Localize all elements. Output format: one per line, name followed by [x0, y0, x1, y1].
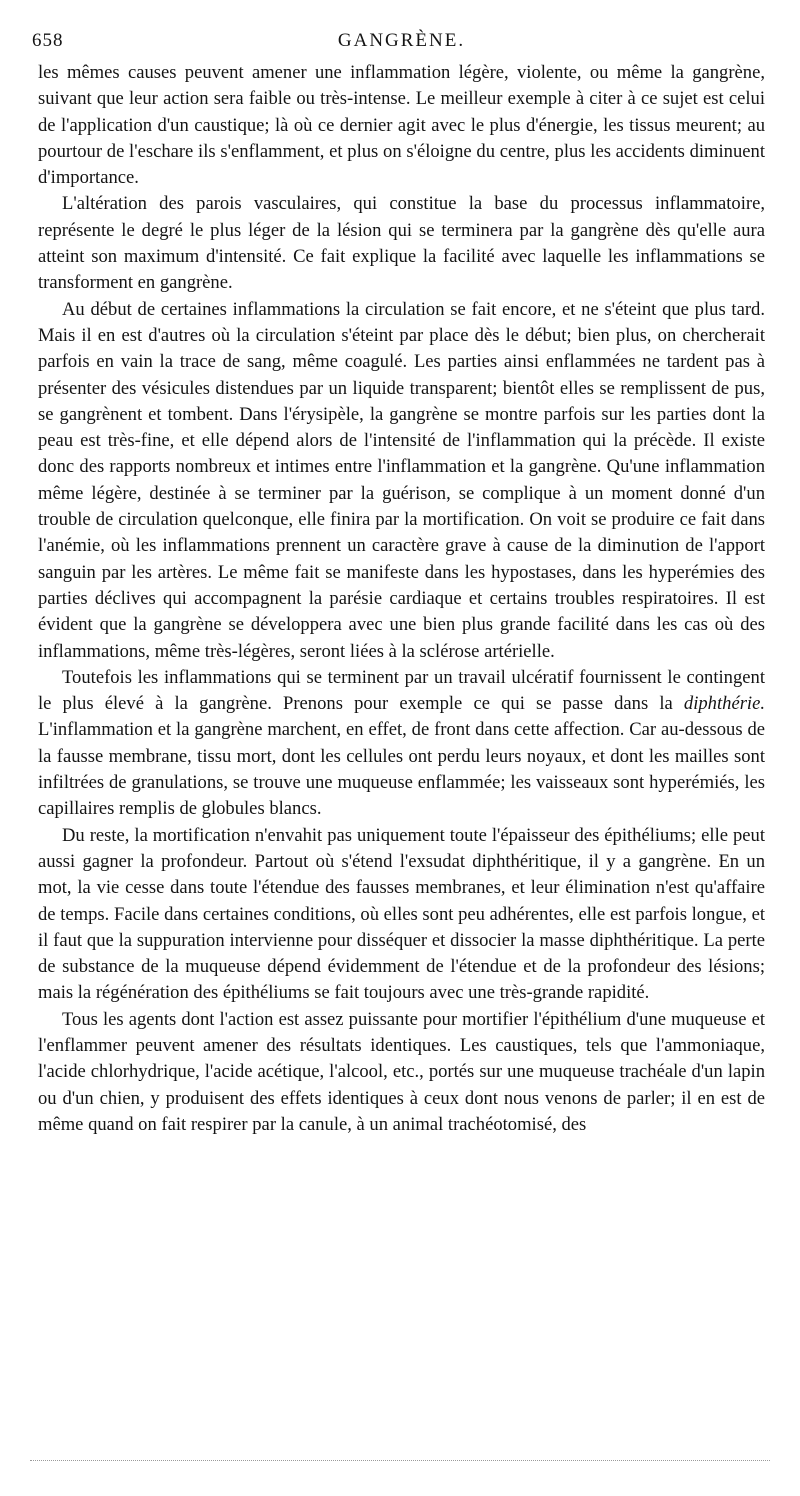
text-run: Au début de certaines inflammations la circulation se fait encore, et ne s'éteint que plus tard. Mais il en est d'autres où la circulation s'éteint par place dès le début; bien plus, on chercherait parfois en vain la trace de sang, même coagulé. Les parties ainsi enflammées ne tardent pas à présenter des vésicules distendues par un liquide transparent; bientôt elles se remplissent de pus, se gangrènent et tombent. Dans l'érysipèle, la gangrène se montre parfois sur les parties dont la peau est très-fine, et elle dépend alors de l'intensité de l'inflammation qui la précède. Il existe donc des rapports nombreux et intimes entre l'inflammation et la gangrène. Qu'une inflammation même légère, destinée à se terminer par la guérison, se complique à un moment donné d'un trouble de circulation quelconque, elle finira par la mortification. On voit se produire ce fait dans l'anémie, où les inflammations prennent un caractère grave à cause de la diminution de l'apport sanguin par les artères. Le même fait se manifeste dans les hypostases, dans les hyperémies des parties déclives qui accompagnent la parésie cardiaque et certains troubles respiratoires. Il est évident que la gangrène se développera avec une bien plus grande facilité dans les cas où des inflammations, même très-légères, seront liées à la sclérose artérielle. — [38, 298, 765, 662]
paragraph — [38, 60, 765, 191]
text-run: L'altération des parois vasculaires, qui constitue la base du processus inflammatoire, représente le degré le plus léger de la lésion qui se terminera par la gangrène dès qu'elle aura atteint son maximum d'intensité. Ce fait explique la facilité avec laquelle les inflammations se transforment en gangrène. — [38, 193, 765, 294]
page-bottom-dotted-rule — [30, 1460, 770, 1463]
page-number: 658 — [32, 30, 64, 51]
running-title: GANGRÈNE. — [337, 30, 466, 51]
text-run: Tous les agents dont l'action est assez puissante pour mortifier l'épithélium d'une muqueuse et l'enflammer peuvent amener des résultats identiques. Les caustiques, tels que l'ammoniaque, l'acide chlorhydrique, l'acide acétique, l'alcool, etc., portés sur une muqueuse trachéale d'un lapin ou d'un chien, y produisent des effets identiques à ceux dont nous venons de parler; il en est de même quand on fait respirer par la canule, à un animal trachéotomisé, des — [38, 1008, 765, 1135]
text-run: L'inflammation et la gangrène marchent, en effet, de front dans cette affection. Car au-dessous de la fausse membrane, tissu mort, dont les cellules ont perdu leurs noyaux, et dont les mailles sont infiltrées de granulations, se trouve une muqueuse enflammée; les vaisseaux sont hyperémiés, les capillaires remplis de globules blancs. — [38, 719, 765, 820]
text-run: Du reste, la mortification n'envahit pas uniquement toute l'épaisseur des épithéliums; elle peut aussi gagner la profondeur. Partout où s'étend l'exsudat diphthéritique, il y a gangrène. En un mot, la vie cesse dans toute l'étendue des fausses membranes, et leur élimination n'est qu'affaire de temps. Facile dans certaines conditions, où elles sont peu adhérentes, elle est parfois longue, et il faut que la suppuration intervienne pour disséquer et dissocier la masse diphthéritique. La perte de substance de la muqueuse dépend évidemment de l'étendue et de la profondeur des lésions; mais la régénération des épithéliums se fait toujours avec une très-grande rapidité. — [38, 824, 765, 1004]
text-run: les mêmes causes peuvent amener une inflammation légère, violente, ou même la gangrène, suivant que leur action sera faible ou très-intense. Le meilleur exemple à citer à ce sujet est celui de l'application d'un caustique; là où ce dernier agit avec le plus d'énergie, les tissus meurent; au pourtour de l'eschare ils s'enflamment, et plus on s'éloigne du centre, plus les accidents diminuent d'importance. — [38, 62, 765, 189]
body-text — [38, 60, 765, 1138]
italic-term: diphthérie. — [683, 693, 765, 715]
paragraph — [38, 297, 765, 665]
document-page — [32, 30, 765, 1138]
paragraph — [38, 1007, 765, 1138]
running-header — [32, 30, 765, 56]
paragraph — [38, 191, 765, 296]
text-run: Toutefois les inflammations qui se terminent par un travail ulcératif fournissent le contingent le plus élevé à la gangrène. Prenons pour exemple ce qui se passe dans la — [38, 666, 765, 715]
paragraph — [38, 665, 765, 823]
paragraph — [38, 823, 765, 1007]
